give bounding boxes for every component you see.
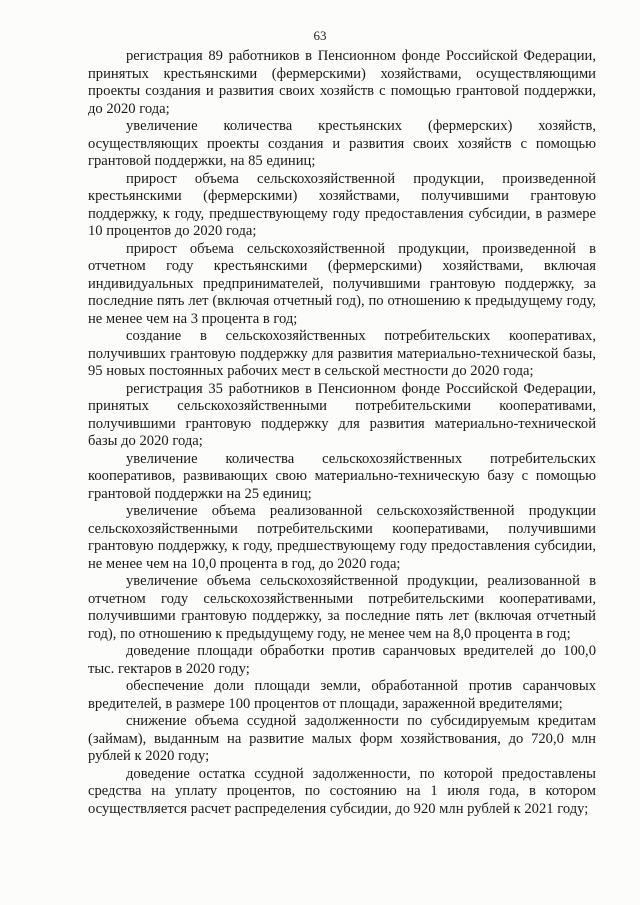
page-number: 63 [313,28,327,43]
paragraph: создание в сельскохозяйственных потребительских кооперативах, получивших грантовую поддержку для развития материально-технической базы, 95 новых постоянных рабочих мест в сельской местности до 2020 года; [88,328,596,379]
paragraph: регистрация 89 работников в Пенсионном фонде Российской Федерации, принятых крестьянскими (фермерскими) хозяйствами, осуществляющими проекты создания и развития своих хозяйств с помощью грантовой поддержки, до 2020 года; [88,48,596,117]
paragraph: увеличение количества сельскохозяйственных потребительских кооперативов, развивающих свою материально-техническую базу с помощью грантовой поддержки на 25 единиц; [88,450,596,502]
paragraph: снижение объема ссудной задолженности по субсидируемым кредитам (займам), выданным на развитие малых форм хозяйствования, до 720,0 млн рублей к 2020 году; [88,713,596,764]
paragraph: увеличение количества крестьянских (фермерских) хозяйств, осуществляющих проекты создания и развития своих хозяйств с помощью грантовой поддержки, на 85 единиц; [88,118,596,169]
paragraph: прирост объема сельскохозяйственной продукции, произведенной в отчетном году крестьянскими (фермерскими) хозяйствами, включая индивидуальных предпринимателей, получившими грантовую поддержку, за последние пять лет (включая отчетный год), по отношению к предыдущему году, не менее чем на 3 процента в год; [88,240,596,327]
document-body [88,48,596,818]
paragraph: регистрация 35 работников в Пенсионном фонде Российской Федерации, принятых сельскохозяйственными потребительскими кооперативами, получившими грантовую поддержку для развития материально-технической базы до 2020 года; [88,380,596,449]
paragraph: обеспечение доли площади земли, обработанной против саранчовых вредителей, в размере 100 процентов от площади, зараженной вредителями; [88,678,596,712]
paragraph: увеличение объема сельскохозяйственной продукции, реализованной в отчетном году сельскохозяйственными потребительскими кооперативами, получившими грантовую поддержку, за последние пять лет (включая отчетный год), по отношению к предыдущему году, не менее чем на 8,0 процента в год; [88,573,596,642]
paragraph: прирост объема сельскохозяйственной продукции, произведенной крестьянскими (фермерскими) хозяйствами, получившими грантовую поддержку, к году, предшествующему году предоставления субсидии, в размере 10 процентов до 2020 года; [88,170,596,239]
paragraph: доведение площади обработки против саранчовых вредителей до 100,0 тыс. гектаров в 2020 году; [88,643,596,677]
paragraph: доведение остатка ссудной задолженности, по которой предоставлены средства на уплату процентов, по состоянию на 1 июля года, в котором осуществляется расчет распределения субсидии, до 920 млн рублей к 2021 году; [88,765,596,817]
paragraph: увеличение объема реализованной сельскохозяйственной продукции сельскохозяйственными потребительскими кооперативами, получившими грантовую поддержку, к году, предшествующему году предоставления субсидии, не менее чем на 10,0 процента в год, до 2020 года; [88,503,596,572]
